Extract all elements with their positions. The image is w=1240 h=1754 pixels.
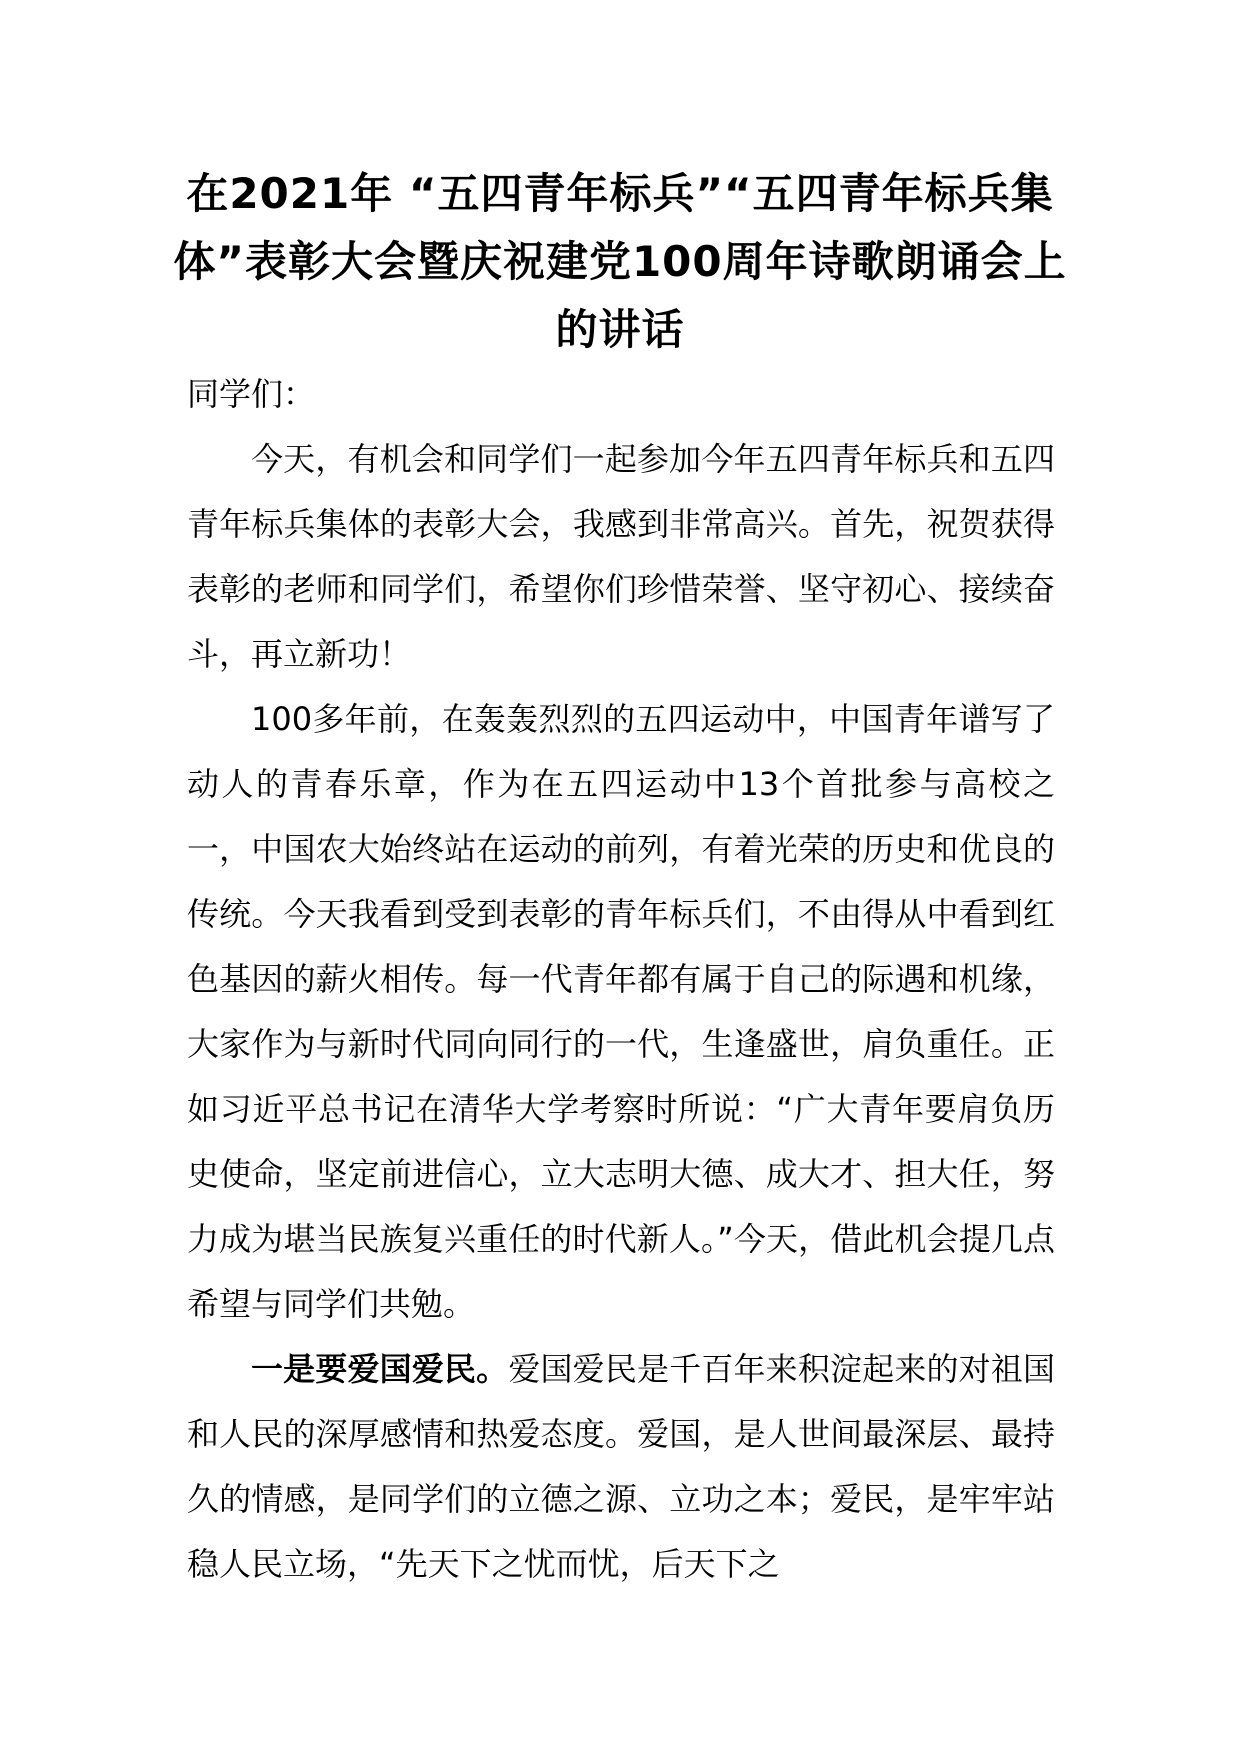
paragraph-3-lead: 一是要爱国爱民。: [251, 1350, 509, 1388]
paragraph-3-text: 爱国爱民是千百年来积淀起来的对祖国和人民的深厚感情和热爱态度。爱国，是人世间最深层、最持久的情感，是同学们的立德之源、立功之本；爱民，是牢牢站稳人民立场，“先天下之忧而忧，后天下之: [187, 1350, 1055, 1583]
salutation: 同学们：: [187, 375, 316, 413]
paragraph-2-text: 100多年前，在轰轰烈烈的五四运动中，中国青年谱写了动人的青春乐章，作为在五四运动中13个首批参与高校之一，中国农大始终站在运动的前列，有着光荣的历史和优良的传统。今天我看到受到表彰的青年标兵们，不由得从中看到红色基因的薪火相传。每一代青年都有属于自己的际遇和机缘，大家作为与新时代同向同行的一代，生逢盛世，肩负重任。正如习近平总书记在清华大学考察时所说：“广大青年要肩负历史使命，坚定前进信心，立大志明大德、成大才、担大任，努力成为堪当民族复兴重任的时代新人。”今天，借此机会提几点希望与同学们共勉。: [187, 700, 1055, 1323]
document-body: [187, 362, 1055, 1597]
document-title: 在2021年 “五四青年标兵”“五四青年标兵集体”表彰大会暨庆祝建党100周年诗歌朗诵会上的讲话: [173, 169, 1067, 354]
paragraph-2: [187, 687, 1055, 1337]
paragraph-3: [187, 1337, 1055, 1597]
paragraph-1: [187, 427, 1055, 687]
paragraph-1-text: 今天，有机会和同学们一起参加今年五四青年标兵和五四青年标兵集体的表彰大会，我感到非常高兴。首先，祝贺获得表彰的老师和同学们，希望你们珍惜荣誉、坚守初心、接续奋斗，再立新功！: [187, 440, 1055, 673]
